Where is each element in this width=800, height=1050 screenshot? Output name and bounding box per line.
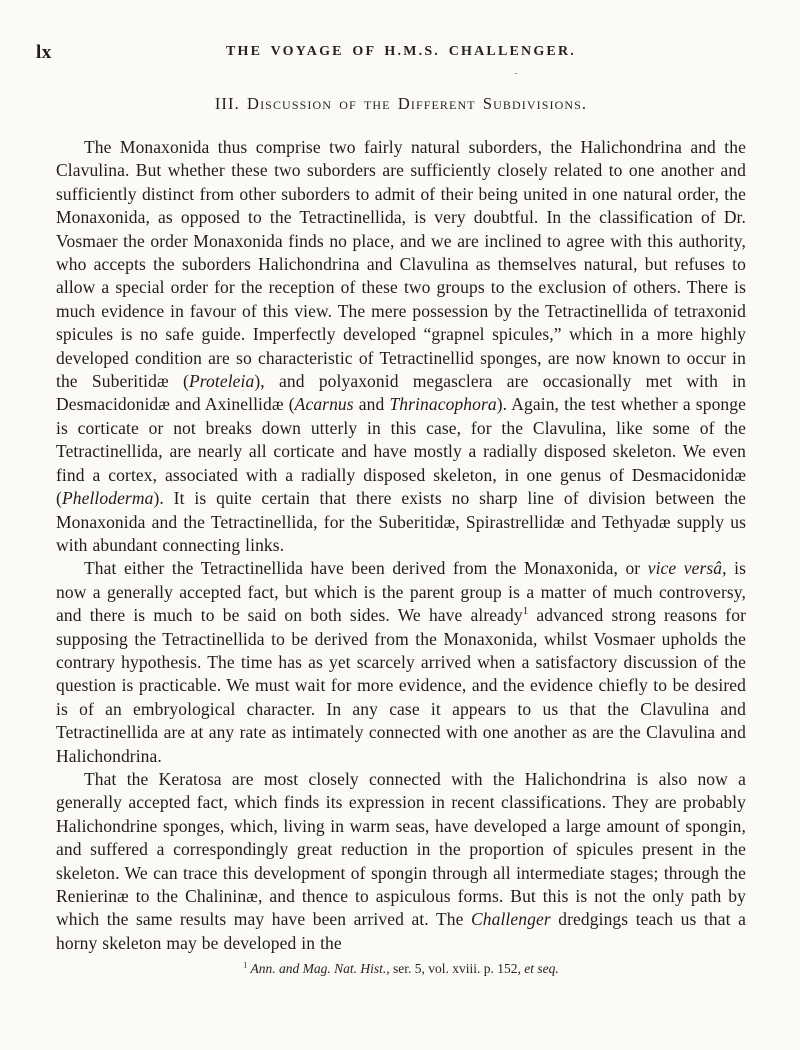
running-title: THE VOYAGE OF H.M.S. CHALLENGER. (226, 44, 576, 59)
printer-mark: - (514, 67, 518, 79)
text-segment: dredgings teach us that a horny skeleton may be developed in the (56, 909, 746, 953)
text-segment: Challenger (471, 909, 551, 930)
text-segment: Thrinacophora (389, 394, 497, 415)
paragraph-1 (56, 136, 746, 557)
paragraph-2 (56, 557, 746, 768)
folio-page-number: lx (36, 42, 52, 63)
text-segment: et seq. (524, 961, 559, 977)
text-segment: , is now a generally accepted fact, but which is the parent group is a matter of much controversy, and there is much to be said on both sides. We have already (56, 558, 746, 626)
page-header (36, 42, 746, 64)
text-segment: ). It is quite certain that there exists no sharp line of division between the Monaxonida and the Tetractinellida, for the Suberitidæ, Spirastrellidæ and Tethyadæ supply us with abundant connecting links. (56, 488, 746, 555)
footnote (56, 961, 746, 977)
text-segment: Proteleia (188, 371, 255, 392)
text-segment: Phelloderma (61, 488, 154, 509)
footnote-reference: 1 (522, 605, 529, 618)
text-segment: Ann. and Mag. Nat. Hist. (247, 961, 387, 977)
text-segment: That either the Tetractinellida have been derived from the Monaxonida, or (84, 558, 648, 579)
text-segment: , ser. 5, vol. xviii. p. 152, (386, 961, 525, 977)
text-segment: Acarnus (294, 394, 354, 415)
text-segment: advanced strong reasons for supposing the Tetractinellida to be derived from the Monaxonida, whilst Vosmaer upholds the contrary hypothesis. The time has as yet scarcely arrived when a satisfactory discussion of the question is practicable. We must wait for more evidence, and the evidence chiefly to be desired is of an embryological character. In any case it appears to us that the Clavulina and Tetractinellida are at any rate as intimately connected with one another as are the Clavulina and Halichondrina. (56, 605, 747, 766)
section-heading: III. Discussion of the Different Subdivisions. (214, 94, 588, 113)
text-segment: and (353, 394, 390, 415)
text-segment: The Monaxonida thus comprise two fairly natural suborders, the Halichondrina and the Clavulina. But whether these two suborders are sufficiently closely related to one another and sufficiently distinct from other suborders to admit of their being united in one natural order, the Monaxonida, as opposed to the Tetractinellida, is very doubtful. In the classification of Dr. Vosmaer the order Monaxonida finds no place, and we are inclined to agree with this authority, who accepts the suborders Halichondrina and Clavulina as themselves natural, but refuses to allow a special order for the reception of these two groups to the exclusion of others. There is much evidence in favour of this view. The mere possession by the Tetractinellida of tetraxonid spicules is no safe guide. Imperfectly developed “grapnel spicules,” which in a more highly developed condition are so characteristic of Tetractinellid sponges, are now known to occur in the Suberitidæ ( (56, 137, 746, 392)
text-segment: That the Keratosa are most closely connected with the Halichondrina is also now a generally accepted fact, which finds its expression in recent classifications. They are probably Halichondrine sponges, which, living in warm seas, have developed a large amount of spongin, and suffered a correspondingly great reduction in the proportion of spicules present in the skeleton. We can trace this development of spongin through all intermediate stages; through the Renierinæ to the Chalininæ, and thence to aspiculous forms. But this is not the only path by which the same results may have been arrived at. The (56, 768, 746, 930)
footnote-reference: 1 (243, 960, 248, 970)
text-segment: vice versâ (647, 558, 723, 579)
text-segment: ), and polyaxonid megasclera are occasionally met with in Desmacidonidæ and Axinellidæ ( (56, 371, 746, 415)
text-segment: ). Again, the test whether a sponge is corticate or not breaks down utterly in this case, for the Clavulina, like some of the Tetractinellida, are nearly all corticate and have mostly a radially disposed skeleton. We even find a cortex, associated with a radially disposed skeleton, in one genus of Desmacidonidæ ( (56, 394, 746, 509)
body-text (56, 136, 746, 955)
paragraph-3 (56, 768, 746, 955)
